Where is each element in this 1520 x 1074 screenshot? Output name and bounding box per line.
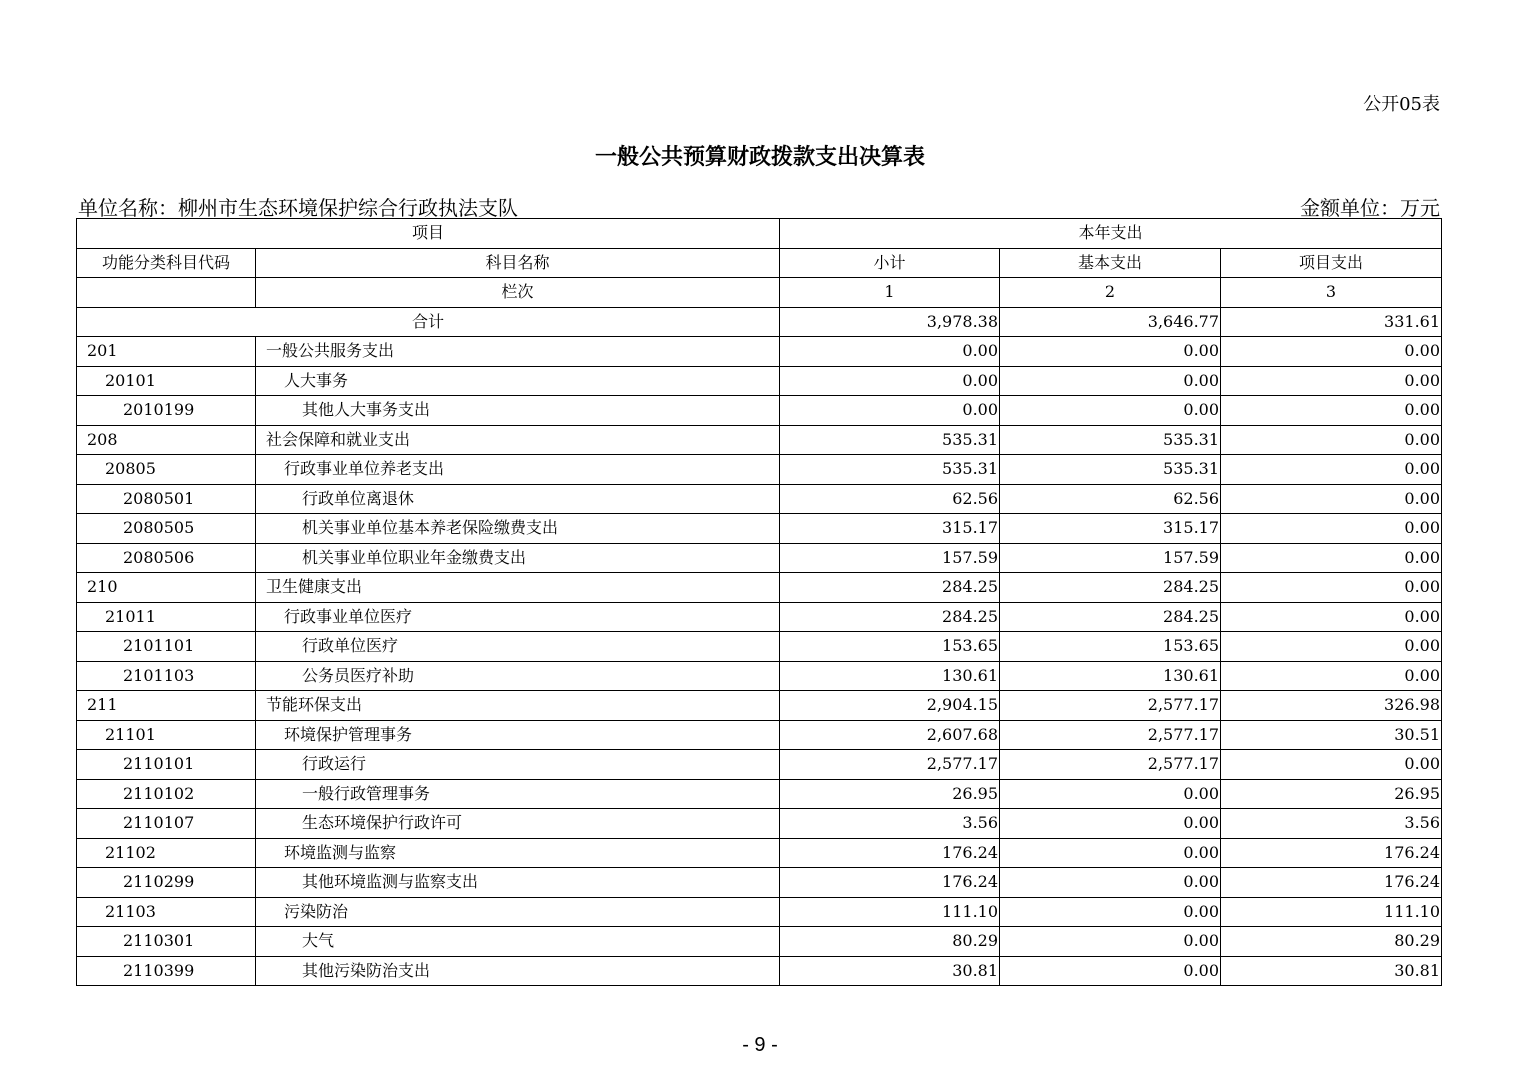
- row-name: 行政运行: [256, 750, 780, 780]
- header-project-expenditure: 项目支出: [1221, 248, 1442, 278]
- table-row: [77, 720, 1442, 750]
- row-subtotal: 30.81: [780, 956, 1000, 986]
- row-name: 机关事业单位职业年金缴费支出: [256, 543, 780, 573]
- row-basic: 153.65: [1000, 632, 1221, 662]
- row-name: 公务员医疗补助: [256, 661, 780, 691]
- row-code: 2110101: [77, 750, 256, 780]
- row-name: 行政事业单位医疗: [256, 602, 780, 632]
- row-basic: 0.00: [1000, 396, 1221, 426]
- table-row: [77, 779, 1442, 809]
- row-subtotal: 80.29: [780, 927, 1000, 957]
- row-project: 3.56: [1221, 809, 1442, 839]
- row-project: 326.98: [1221, 691, 1442, 721]
- row-subtotal: 0.00: [780, 366, 1000, 396]
- row-name: 一般公共服务支出: [256, 337, 780, 367]
- page-title: 一般公共预算财政拨款支出决算表: [594, 144, 925, 170]
- row-basic: 315.17: [1000, 514, 1221, 544]
- row-code: 2101101: [77, 632, 256, 662]
- table-row: [77, 809, 1442, 839]
- row-basic: 0.00: [1000, 838, 1221, 868]
- table-row: [77, 543, 1442, 573]
- row-code: 201: [77, 337, 256, 367]
- row-code: 2010199: [77, 396, 256, 426]
- row-code: 2080505: [77, 514, 256, 544]
- header-col-1: 1: [780, 278, 1000, 308]
- row-project: 0.00: [1221, 425, 1442, 455]
- row-basic: 0.00: [1000, 897, 1221, 927]
- row-basic: 0.00: [1000, 868, 1221, 898]
- row-name: 社会保障和就业支出: [256, 425, 780, 455]
- row-subtotal: 535.31: [780, 425, 1000, 455]
- header-row-2: [77, 248, 1442, 278]
- total-subtotal: 3,978.38: [780, 307, 1000, 337]
- row-project: 0.00: [1221, 750, 1442, 780]
- row-subtotal: 535.31: [780, 455, 1000, 485]
- row-basic: 130.61: [1000, 661, 1221, 691]
- table-row: [77, 396, 1442, 426]
- row-code: 208: [77, 425, 256, 455]
- row-name: 其他人大事务支出: [256, 396, 780, 426]
- table-row: [77, 927, 1442, 957]
- row-subtotal: 176.24: [780, 838, 1000, 868]
- header-row-3: [77, 278, 1442, 308]
- table-row: [77, 514, 1442, 544]
- row-name: 行政单位离退休: [256, 484, 780, 514]
- row-project: 0.00: [1221, 514, 1442, 544]
- table-row: [77, 897, 1442, 927]
- row-name: 行政事业单位养老支出: [256, 455, 780, 485]
- row-basic: 0.00: [1000, 809, 1221, 839]
- row-project: 0.00: [1221, 543, 1442, 573]
- row-subtotal: 157.59: [780, 543, 1000, 573]
- header-empty-cell: [77, 278, 256, 308]
- row-basic: 284.25: [1000, 573, 1221, 603]
- table-row: [77, 868, 1442, 898]
- row-basic: 157.59: [1000, 543, 1221, 573]
- row-name: 节能环保支出: [256, 691, 780, 721]
- page-number: - 9 -: [742, 1034, 778, 1056]
- row-subtotal: 153.65: [780, 632, 1000, 662]
- form-number: 公开05表: [1363, 94, 1440, 115]
- row-code: 2110301: [77, 927, 256, 957]
- row-project: 80.29: [1221, 927, 1442, 957]
- total-row: [77, 307, 1442, 337]
- table-row: [77, 691, 1442, 721]
- row-code: 2110107: [77, 809, 256, 839]
- row-basic: 0.00: [1000, 337, 1221, 367]
- row-subtotal: 0.00: [780, 396, 1000, 426]
- row-name: 行政单位医疗: [256, 632, 780, 662]
- row-basic: 535.31: [1000, 455, 1221, 485]
- row-name: 其他环境监测与监察支出: [256, 868, 780, 898]
- row-basic: 62.56: [1000, 484, 1221, 514]
- row-code: 21102: [77, 838, 256, 868]
- row-name: 大气: [256, 927, 780, 957]
- row-code: 21101: [77, 720, 256, 750]
- table-row: [77, 956, 1442, 986]
- header-project: 项目: [77, 219, 780, 249]
- row-name: 生态环境保护行政许可: [256, 809, 780, 839]
- amount-unit: 金额单位：万元: [1300, 196, 1440, 220]
- row-subtotal: 284.25: [780, 573, 1000, 603]
- total-project: 331.61: [1221, 307, 1442, 337]
- row-code: 2110299: [77, 868, 256, 898]
- row-project: 0.00: [1221, 455, 1442, 485]
- row-name: 污染防治: [256, 897, 780, 927]
- row-project: 0.00: [1221, 602, 1442, 632]
- row-project: 30.81: [1221, 956, 1442, 986]
- table-row: [77, 573, 1442, 603]
- row-code: 21011: [77, 602, 256, 632]
- row-basic: 2,577.17: [1000, 691, 1221, 721]
- row-subtotal: 0.00: [780, 337, 1000, 367]
- row-project: 26.95: [1221, 779, 1442, 809]
- row-code: 2080506: [77, 543, 256, 573]
- row-basic: 284.25: [1000, 602, 1221, 632]
- header-code: 功能分类科目代码: [77, 248, 256, 278]
- row-project: 30.51: [1221, 720, 1442, 750]
- row-name: 一般行政管理事务: [256, 779, 780, 809]
- row-project: 176.24: [1221, 838, 1442, 868]
- table-row: [77, 602, 1442, 632]
- row-project: 0.00: [1221, 573, 1442, 603]
- row-code: 2110399: [77, 956, 256, 986]
- table-row: [77, 337, 1442, 367]
- row-basic: 0.00: [1000, 956, 1221, 986]
- row-code: 21103: [77, 897, 256, 927]
- row-name: 人大事务: [256, 366, 780, 396]
- row-project: 0.00: [1221, 484, 1442, 514]
- table-row: [77, 632, 1442, 662]
- header-column-index: 栏次: [256, 278, 780, 308]
- row-subtotal: 3.56: [780, 809, 1000, 839]
- row-project: 111.10: [1221, 897, 1442, 927]
- unit-name: 单位名称：柳州市生态环境保护综合行政执法支队: [78, 196, 518, 220]
- table-row: [77, 484, 1442, 514]
- header-subtotal: 小计: [780, 248, 1000, 278]
- table-row: [77, 750, 1442, 780]
- row-code: 210: [77, 573, 256, 603]
- row-subtotal: 284.25: [780, 602, 1000, 632]
- row-code: 20805: [77, 455, 256, 485]
- row-code: 2080501: [77, 484, 256, 514]
- row-project: 0.00: [1221, 661, 1442, 691]
- header-name: 科目名称: [256, 248, 780, 278]
- row-name: 环境保护管理事务: [256, 720, 780, 750]
- row-name: 环境监测与监察: [256, 838, 780, 868]
- row-name: 机关事业单位基本养老保险缴费支出: [256, 514, 780, 544]
- row-basic: 0.00: [1000, 779, 1221, 809]
- table-row: [77, 455, 1442, 485]
- row-project: 176.24: [1221, 868, 1442, 898]
- row-subtotal: 2,607.68: [780, 720, 1000, 750]
- row-basic: 2,577.17: [1000, 720, 1221, 750]
- row-project: 0.00: [1221, 337, 1442, 367]
- row-project: 0.00: [1221, 632, 1442, 662]
- table-row: [77, 661, 1442, 691]
- table-row: [77, 838, 1442, 868]
- row-basic: 535.31: [1000, 425, 1221, 455]
- row-basic: 0.00: [1000, 927, 1221, 957]
- total-basic: 3,646.77: [1000, 307, 1221, 337]
- table-row: [77, 366, 1442, 396]
- row-subtotal: 315.17: [780, 514, 1000, 544]
- row-project: 0.00: [1221, 366, 1442, 396]
- row-code: 2110102: [77, 779, 256, 809]
- header-basic: 基本支出: [1000, 248, 1221, 278]
- header-row-1: [77, 219, 1442, 249]
- row-basic: 0.00: [1000, 366, 1221, 396]
- row-code: 211: [77, 691, 256, 721]
- row-project: 0.00: [1221, 396, 1442, 426]
- header-current-year: 本年支出: [780, 219, 1442, 249]
- row-subtotal: 111.10: [780, 897, 1000, 927]
- row-subtotal: 62.56: [780, 484, 1000, 514]
- row-subtotal: 130.61: [780, 661, 1000, 691]
- row-code: 2101103: [77, 661, 256, 691]
- row-subtotal: 26.95: [780, 779, 1000, 809]
- header-col-3: 3: [1221, 278, 1442, 308]
- table-row: [77, 425, 1442, 455]
- row-name: 卫生健康支出: [256, 573, 780, 603]
- row-basic: 2,577.17: [1000, 750, 1221, 780]
- row-name: 其他污染防治支出: [256, 956, 780, 986]
- row-subtotal: 2,904.15: [780, 691, 1000, 721]
- row-code: 20101: [77, 366, 256, 396]
- header-col-2: 2: [1000, 278, 1221, 308]
- row-subtotal: 176.24: [780, 868, 1000, 898]
- row-subtotal: 2,577.17: [780, 750, 1000, 780]
- expenditure-table: [76, 218, 1442, 986]
- total-label: 合计: [77, 307, 780, 337]
